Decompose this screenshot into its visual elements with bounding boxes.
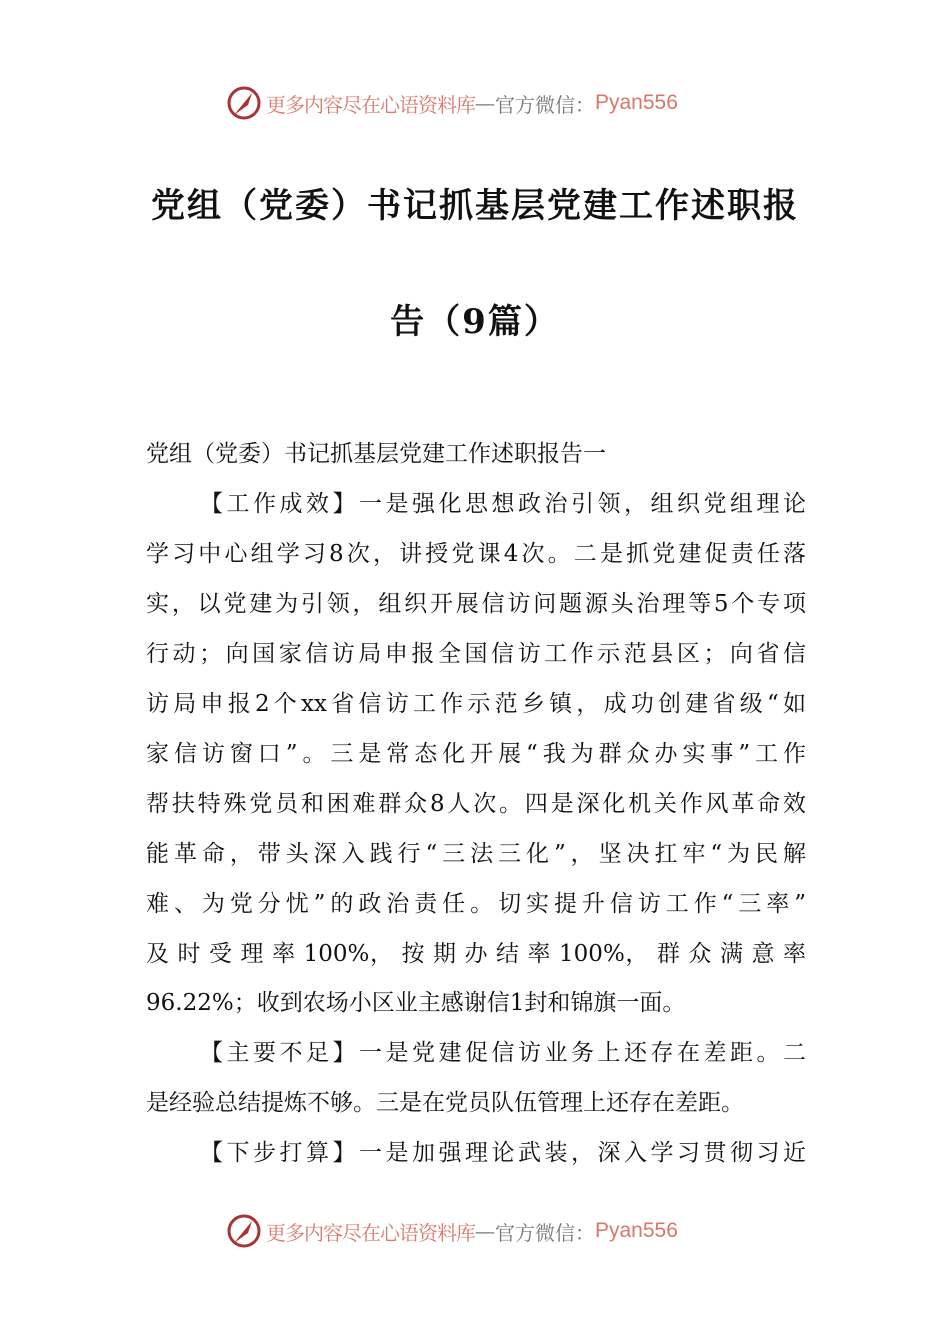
watermark-site: 更多内容尽在心语资料库	[266, 1220, 475, 1245]
body-line: 家信访窗口”。三是常态化开展“我为群众办实事”工作	[146, 741, 806, 767]
watermark-id: Pyan556	[595, 1219, 678, 1242]
quill-logo-icon	[226, 1213, 262, 1249]
body-line: 难、为党分忧”的政治责任。切实提升信访工作“三率”	[146, 891, 806, 917]
body-line: 是经验总结提炼不够。三是在党员队伍管理上还存在差距。	[146, 1090, 744, 1116]
watermark-dash: —	[475, 1219, 495, 1243]
watermark-footer	[226, 1211, 678, 1251]
watermark-id: Pyan556	[595, 91, 678, 114]
watermark-site: 更多内容尽在心语资料库	[266, 92, 475, 117]
document-title-line1: 党组（党委）书记抓基层党建工作述职报	[151, 186, 799, 226]
body-line: 及 时 受 理 率 100%， 按 期 办 结 率 100%， 群 众 满 意 率	[146, 941, 806, 967]
body-line: 96.22%；收到农场小区业主感谢信1封和锦旗一面。	[146, 990, 686, 1016]
body-line: 访局申报2个xx省信访工作示范乡镇，成功创建省级“如	[146, 691, 806, 717]
watermark-label: 官方微信：	[495, 1220, 595, 1245]
body-line: 【下步打算】一是加强理论武装，深入学习贯彻习近	[200, 1140, 806, 1166]
watermark-dash: —	[475, 91, 495, 115]
watermark-label: 官方微信：	[495, 92, 595, 117]
body-line: 实，以党建为引领，组织开展信访问题源头治理等5个专项	[146, 591, 806, 617]
body-line: 行动；向国家信访局申报全国信访工作示范县区；向省信	[146, 641, 806, 667]
body-line: 能革命，带头深入践行“三法三化”，坚决扛牢“为民解	[146, 841, 806, 867]
body-line: 学习中心组学习8次，讲授党课4次。二是抓党建促责任落	[146, 541, 806, 567]
quill-logo-icon	[226, 85, 262, 121]
section-heading: 党组（党委）书记抓基层党建工作述职报告一	[146, 441, 606, 467]
body-line: 【主要不足】一是党建促信访业务上还存在差距。二	[200, 1040, 806, 1066]
watermark-header	[226, 83, 678, 123]
body-line: 帮扶特殊党员和困难群众8人次。四是深化机关作风革命效	[146, 791, 806, 817]
body-line: 【工作成效】一是强化思想政治引领，组织党组理论	[200, 491, 806, 517]
document-title-line2: 告（9篇）	[390, 302, 560, 342]
